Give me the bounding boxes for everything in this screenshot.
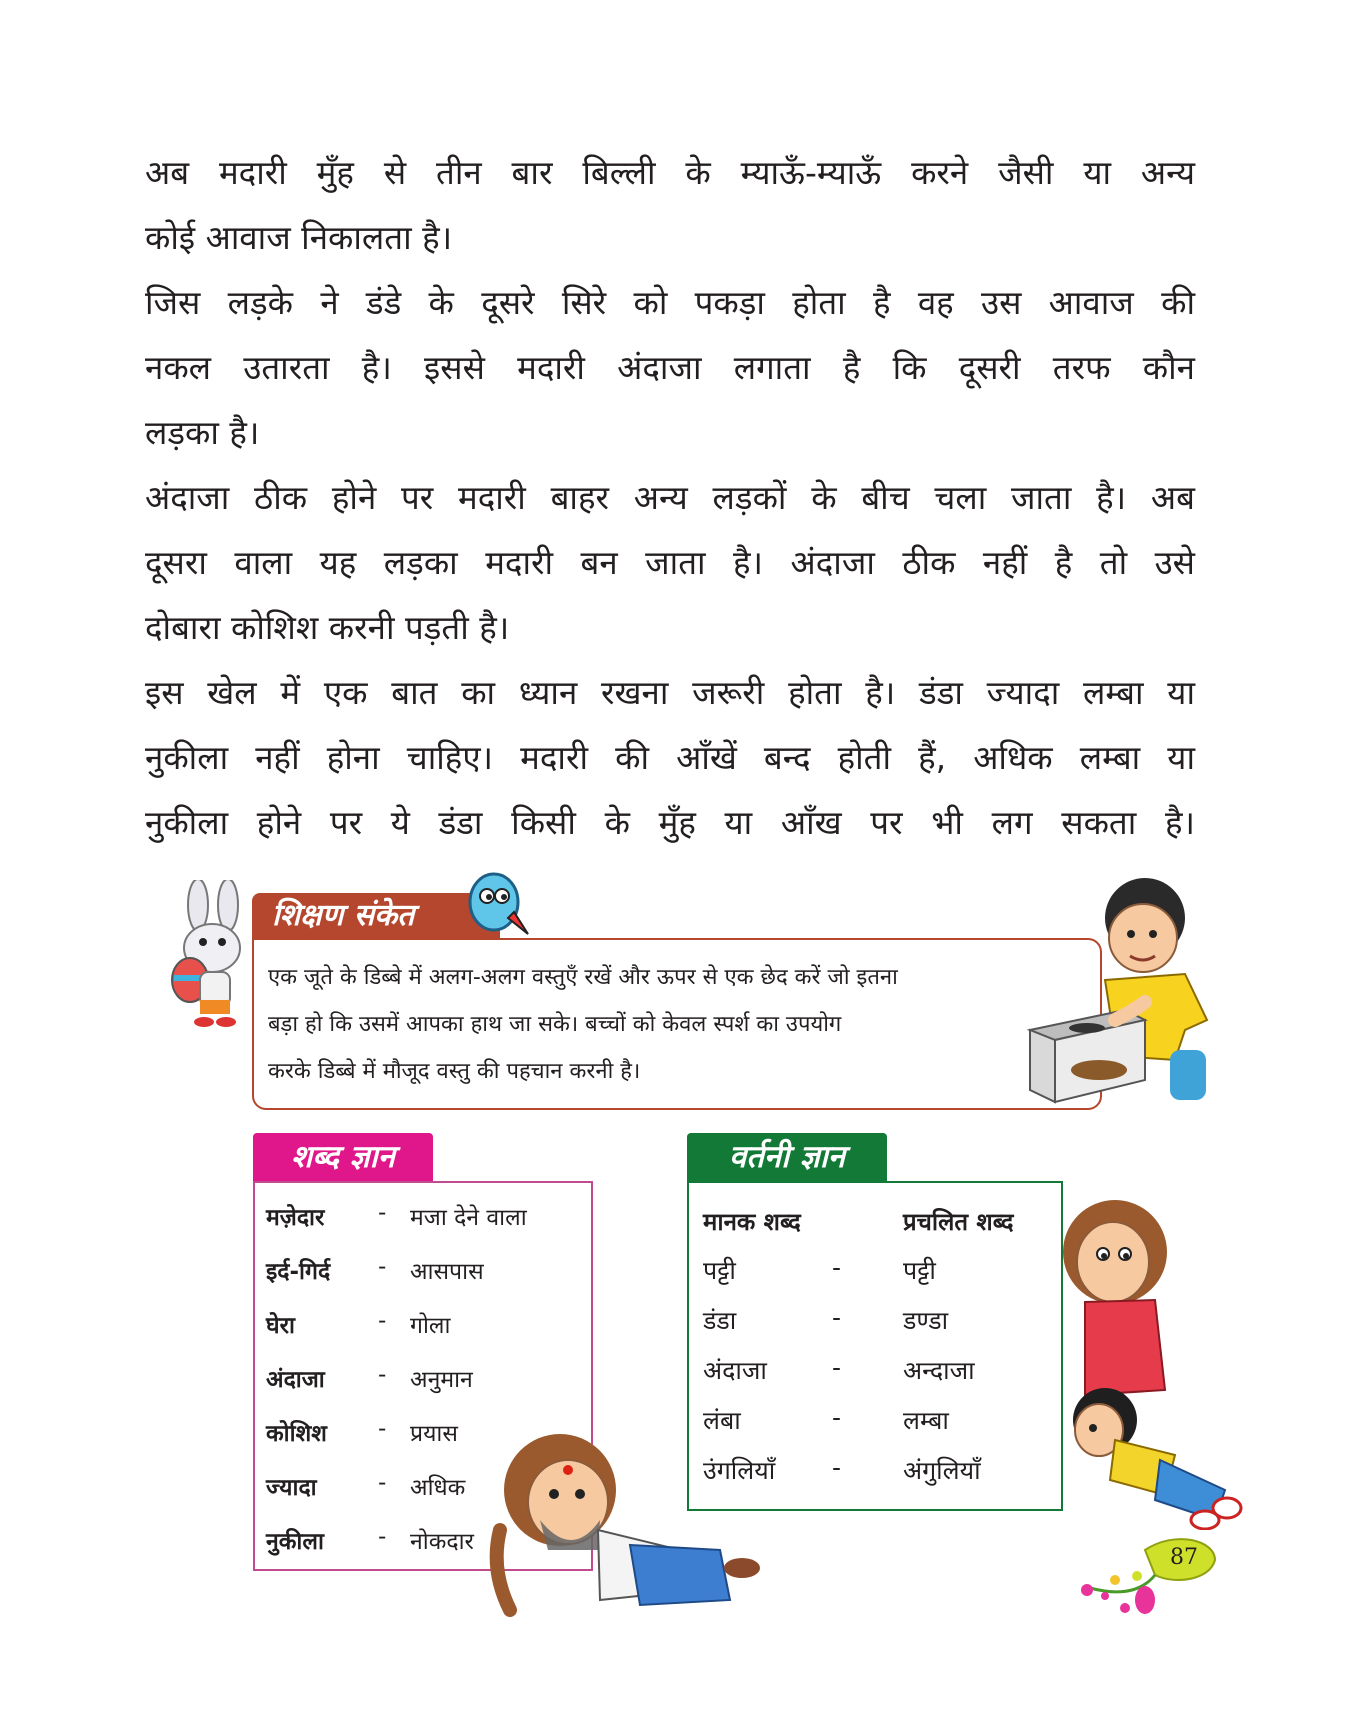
para-2-line-1: जिस लड़के ने डंडे के दूसरे सिरे को पकड़ा होता है वह उस आवाज की xyxy=(145,283,1195,322)
spelling-dash: - xyxy=(832,1303,842,1332)
vocab-meaning: प्रयास xyxy=(410,1421,458,1447)
spelling-standard-word: डंडा xyxy=(703,1306,737,1335)
vocab-meaning: गोला xyxy=(410,1313,451,1339)
para-4-line-1: इस खेल में एक बात का ध्यान रखना जरूरी होता है। डंडा ज्यादा लम्बा या xyxy=(145,673,1195,712)
vocab-meaning: मजा देने वाला xyxy=(410,1205,527,1231)
flower-decoration xyxy=(1075,1530,1225,1630)
spelling-common-word: पट्टी xyxy=(903,1256,936,1285)
teaching-tip-line-1: एक जूते के डिब्बे में अलग-अलग वस्तुएँ रखें और ऊपर से एक छेद करें जो इतना xyxy=(268,965,898,990)
vocab-word: इर्द-गिर्द xyxy=(266,1259,331,1285)
page-number: 87 xyxy=(1170,1545,1198,1570)
vocab-word: घेरा xyxy=(266,1313,295,1339)
para-2-line-3: लड़का है। xyxy=(145,413,260,452)
spelling-dash: - xyxy=(832,1353,842,1382)
para-3-line-2: दूसरा वाला यह लड़का मदारी बन जाता है। अंदाजा ठीक नहीं है तो उसे xyxy=(145,543,1195,582)
spelling-dash: - xyxy=(832,1253,842,1282)
spelling-header-common: प्रचलित शब्द xyxy=(903,1208,1014,1236)
spelling-common-word: अन्दाजा xyxy=(903,1356,975,1385)
para-1-line-2: कोई आवाज निकालता है। xyxy=(145,218,453,257)
vocab-word: ज्यादा xyxy=(266,1475,317,1501)
spelling-header-standard: मानक शब्द xyxy=(703,1208,801,1236)
vocab-word: अंदाजा xyxy=(266,1367,325,1393)
pencil-mascot-icon xyxy=(462,868,534,940)
spelling-standard-word: लंबा xyxy=(703,1406,741,1435)
para-3-line-1: अंदाजा ठीक होने पर मदारी बाहर अन्य लड़कों के बीच चला जाता है। अब xyxy=(145,478,1195,517)
vocab-dash: - xyxy=(378,1470,387,1496)
para-4-line-3: नुकीला होने पर ये डंडा किसी के मुँह या आँख पर भी लग सकता है। xyxy=(145,803,1195,842)
spelling-title: वर्तनी ज्ञान xyxy=(687,1133,887,1181)
vocab-dash: - xyxy=(378,1200,387,1226)
children-illustration xyxy=(1055,1190,1255,1530)
vocab-word: नुकीला xyxy=(266,1529,324,1555)
teaching-tip-title: शिक्षण संकेत xyxy=(252,893,500,939)
teaching-tip-line-3: करके डिब्बे में मौजूद वस्तु की पहचान करनी है। xyxy=(268,1059,641,1084)
spelling-dash: - xyxy=(832,1453,842,1482)
para-1-line-1: अब मदारी मुँह से तीन बार बिल्ली के म्याऊँ-म्याऊँ करने जैसी या अन्य xyxy=(145,153,1195,192)
vocab-dash: - xyxy=(378,1416,387,1442)
spelling-common-word: अंगुलियाँ xyxy=(903,1456,981,1485)
para-3-line-3: दोबारा कोशिश करनी पड़ती है। xyxy=(145,608,510,647)
vocab-meaning: अधिक xyxy=(410,1475,466,1501)
rabbit-illustration xyxy=(160,880,260,1030)
spelling-standard-word: उंगलियाँ xyxy=(703,1456,776,1485)
spelling-standard-word: अंदाजा xyxy=(703,1356,767,1385)
teaching-tip-line-2: बड़ा हो कि उसमें आपका हाथ जा सके। बच्चों को केवल स्पर्श का उपयोग xyxy=(268,1012,842,1037)
boy-with-shoebox-illustration xyxy=(1025,870,1215,1110)
vocab-dash: - xyxy=(378,1362,387,1388)
para-2-line-2: नकल उतारता है। इससे मदारी अंदाजा लगाता है कि दूसरी तरफ कौन xyxy=(145,348,1195,387)
vocab-meaning: आसपास xyxy=(410,1259,484,1285)
vocab-meaning: नोकदार xyxy=(410,1529,474,1555)
vocab-word: मज़ेदार xyxy=(266,1205,325,1231)
vocab-dash: - xyxy=(378,1254,387,1280)
spelling-standard-word: पट्टी xyxy=(703,1256,736,1285)
spelling-common-word: लम्बा xyxy=(903,1406,949,1435)
vocab-dash: - xyxy=(378,1308,387,1334)
spelling-dash: - xyxy=(832,1403,842,1432)
vocab-word: कोशिश xyxy=(266,1421,327,1447)
vocab-dash: - xyxy=(378,1524,387,1550)
para-4-line-2: नुकीला नहीं होना चाहिए। मदारी की आँखें बन्द होती हैं, अधिक लम्बा या xyxy=(145,738,1195,777)
vocabulary-title: शब्द ज्ञान xyxy=(253,1133,433,1181)
spelling-common-word: डण्डा xyxy=(903,1306,949,1335)
vocab-meaning: अनुमान xyxy=(410,1367,473,1393)
